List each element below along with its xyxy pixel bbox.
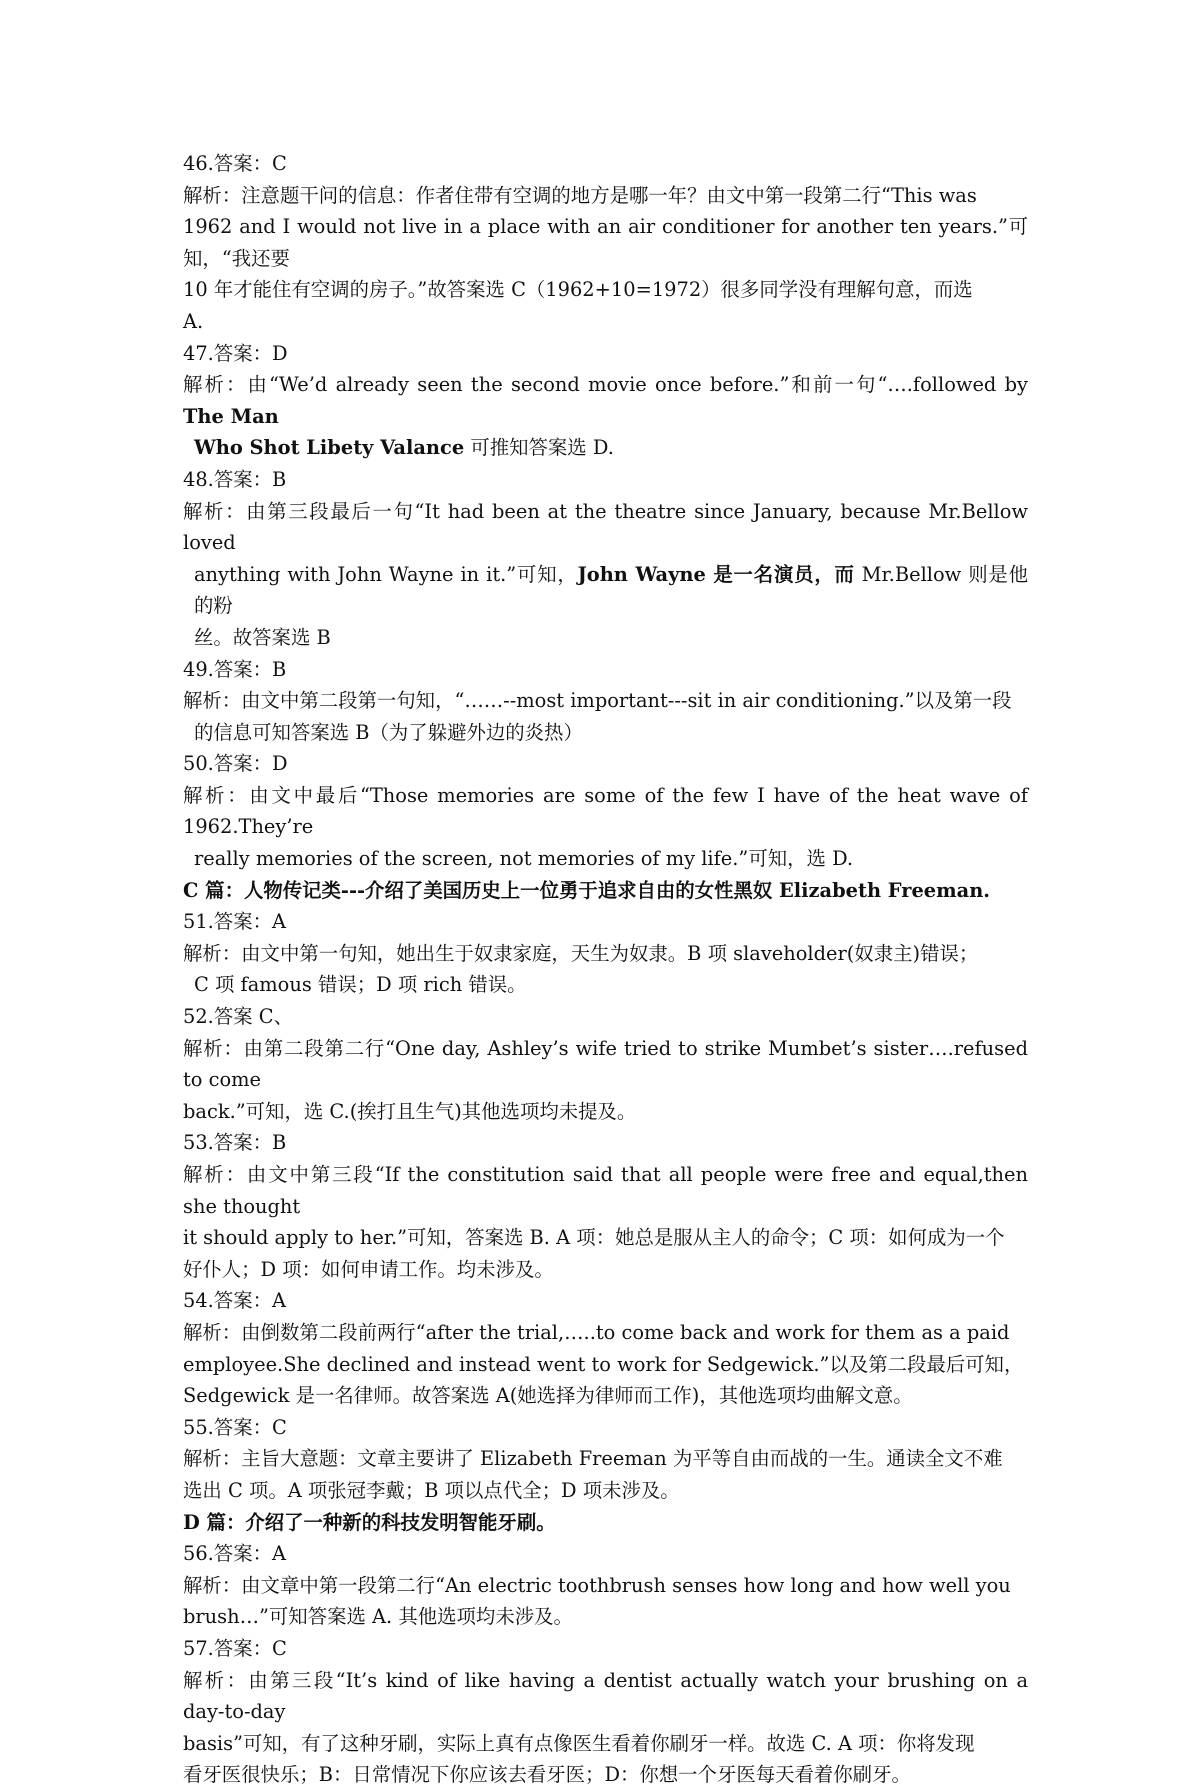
explanation-54-line-1: 解析：由倒数第二段前两行“after the trial,…..to come back and work for them as a paid <box>183 1320 1010 1344</box>
explanation-53-line-3: 好仆人；D 项：如何申请工作。均未涉及。 <box>183 1257 554 1281</box>
explanation-53-line-2: it should apply to her.”可知，答案选 B. A 项：她总是服从主人的命令；C 项：如何成为一个 <box>183 1226 1005 1250</box>
explanation-46-line-1: 解析：注意题干问的信息：作者住带有空调的地方是哪一年？由文中第一段第二行“This was <box>183 183 977 207</box>
explanation-56-line-1: 解析：由文章中第一段第二行“An electric toothbrush senses how long and how well you <box>183 1573 1011 1597</box>
explanation-48-line-3: 丝。故答案选 B <box>194 625 331 649</box>
explanation-57-line-2: basis”可知，有了这种牙刷，实际上真有点像医生看着你刷牙一样。故选 C. A 项：你将发现 <box>183 1731 975 1755</box>
answer-50: 50.答案：D <box>183 752 288 776</box>
section-d-heading: D 篇：介绍了一种新的科技发明智能牙刷。 <box>183 1510 556 1534</box>
answer-46: 46.答案：C <box>183 152 287 175</box>
explanation-54-line-2: employee.She declined and instead went to work for Sedgewick.”以及第二段最后可知， <box>183 1352 1024 1376</box>
explanation-51-line-2: C 项 famous 错误；D 项 rich 错误。 <box>194 973 527 997</box>
explanation-50-line-2: really memories of the screen, not memories of my life.”可知，选 D. <box>194 847 854 871</box>
explanation-53-line-1: 解析：由文中第三段“If the constitution said that all people were free and equal,then she thought <box>183 1163 1028 1218</box>
explanation-57-line-1: 解析：由第三段“It’s kind of like having a dentist actually watch your brushing on a day-to-day <box>183 1668 1028 1724</box>
explanation-47-line-2: Who Shot Libety Valance 可推知答案选 D. <box>194 436 614 460</box>
explanation-46-line-2: 1962 and I would not live in a place with an air conditioner for another ten years.”可知，“我还要 <box>183 215 1028 270</box>
explanation-51-line-1: 解析：由文中第一句知，她出生于奴隶家庭，天生为奴隶。B 项 slaveholder(奴隶主)错误； <box>183 941 979 965</box>
explanation-47-line-1: 解析：由“We’d already seen the second movie once before.”和前一句“….followed by The Man <box>183 373 1028 428</box>
explanation-49-line-2: 的信息可知答案选 B（为了躲避外边的炎热） <box>194 720 583 744</box>
answer-49: 49.答案：B <box>183 657 287 681</box>
answer-52: 52.答案 C、 <box>183 1005 294 1029</box>
explanation-55-line-1: 解析：主旨大意题：文章主要讲了 Elizabeth Freeman 为平等自由而战的一生。通读全文不难 <box>183 1447 1003 1471</box>
answer-55: 55.答案：C <box>183 1415 287 1439</box>
explanation-54-line-3: Sedgewick 是一名律师。故答案选 A(她选择为律师而工作)，其他选项均曲解文意。 <box>183 1384 913 1408</box>
explanation-46-line-3: 10 年才能住有空调的房子。”故答案选 C（1962+10=1972）很多同学没有理解句意，而选 <box>183 278 973 302</box>
section-c-heading: C 篇：人物传记类---介绍了美国历史上一位勇于追求自由的女性黑奴 Elizabeth Freeman. <box>183 878 991 902</box>
answer-57: 57.答案：C <box>183 1636 287 1660</box>
answer-51: 51.答案：A <box>183 910 287 934</box>
explanation-57-line-3: 看牙医很快乐；B：日常情况下你应该去看牙医；D：你想一个牙医每天看着你刷牙。 <box>183 1763 911 1787</box>
explanation-46-line-4: A. <box>183 309 204 333</box>
answer-48: 48.答案：B <box>183 467 287 491</box>
explanation-52-line-1: 解析：由第二段第二行“One day, Ashley’s wife tried to strike Mumbet’s sister….refused to come <box>183 1036 1028 1092</box>
answer-key-page <box>183 148 1028 1791</box>
explanation-52-line-2: back.”可知，选 C.(挨打且生气)其他选项均未提及。 <box>183 1099 637 1123</box>
explanation-50-line-1: 解析：由文中最后“Those memories are some of the few I have of the heat wave of 1962.They’re <box>183 783 1028 839</box>
explanation-49-line-1: 解析：由文中第二段第一句知，“……--most important---sit in air conditioning.”以及第一段 <box>183 689 1012 713</box>
answer-54: 54.答案：A <box>183 1289 287 1313</box>
explanation-55-line-2: 选出 C 项。A 项张冠李戴；B 项以点代全；D 项未涉及。 <box>183 1478 680 1502</box>
explanation-48-line-2: anything with John Wayne in it.”可知，John Wayne 是一名演员，而 Mr.Bellow 则是他的粉 <box>194 562 1028 618</box>
answer-56: 56.答案：A <box>183 1542 287 1566</box>
explanation-48-line-1: 解析：由第三段最后一句“It had been at the theatre since January, because Mr.Bellow loved <box>183 499 1028 555</box>
answer-53: 53.答案：B <box>183 1131 287 1155</box>
answer-47: 47.答案：D <box>183 341 288 365</box>
explanation-56-line-2: brush…”可知答案选 A. 其他选项均未涉及。 <box>183 1605 573 1629</box>
